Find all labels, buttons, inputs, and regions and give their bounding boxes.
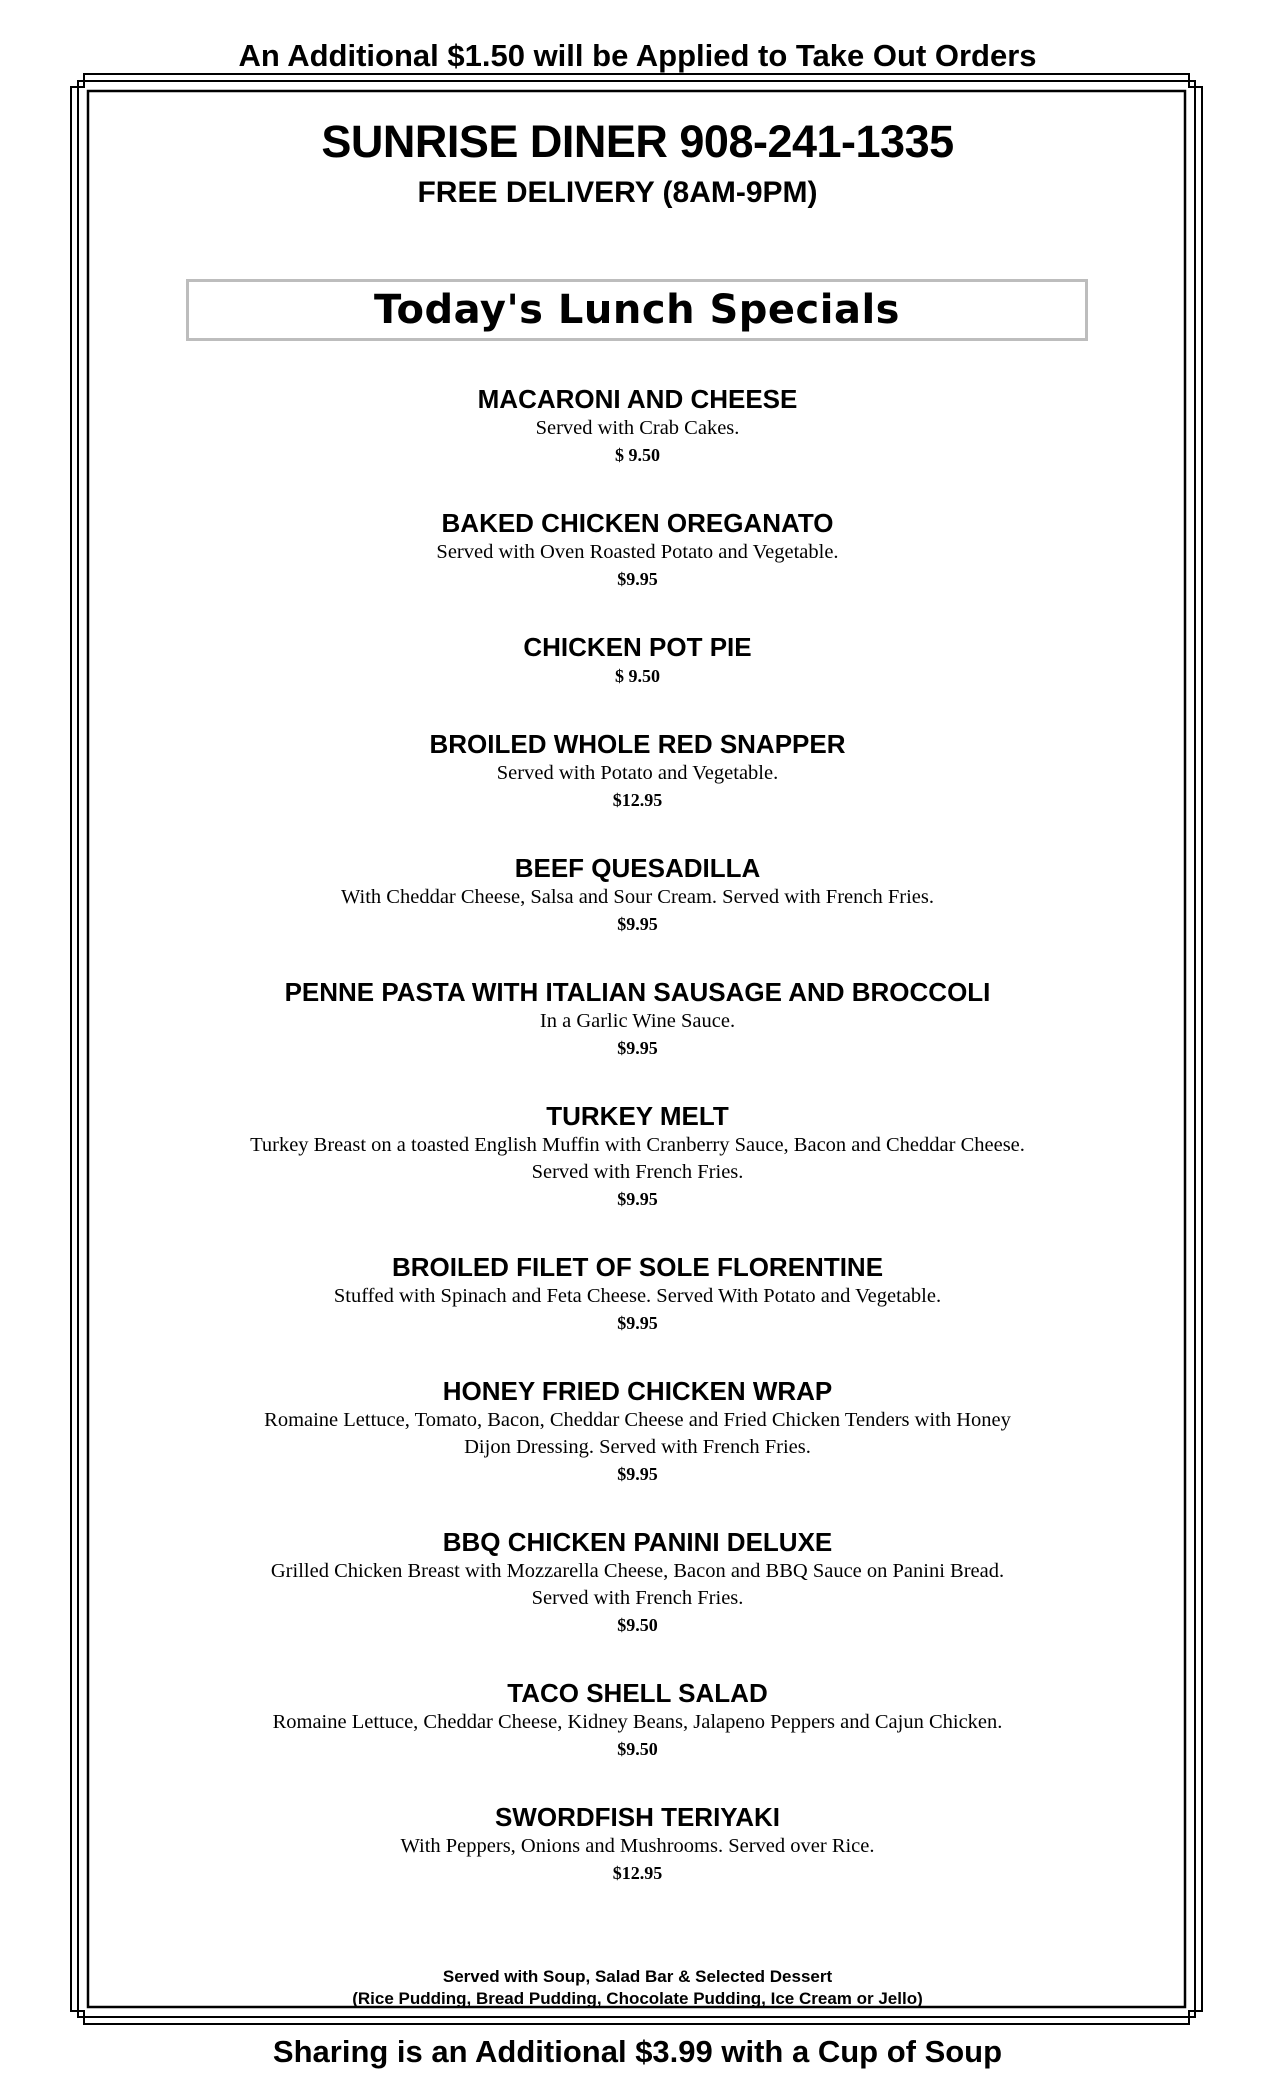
item-description: Served with Oven Roasted Potato and Vegetable. [436,541,839,563]
sharing-note: Sharing is an Additional $3.99 with a Cup of Soup [272,2034,1003,2069]
served-with-note [0,1966,1275,2010]
item-name: BROILED FILET OF SOLE FLORENTINE [391,1252,884,1282]
menu-item [150,1251,1125,1375]
menu-item [150,1677,1125,1801]
item-price: $9.95 [617,1464,658,1484]
menu-item [150,631,1125,728]
menu-item [150,507,1125,631]
menu-item [150,852,1125,976]
menu-item [150,1375,1125,1526]
item-name: CHICKEN POT PIE [523,632,752,662]
item-description-line2: Dijon Dressing. Served with French Fries. [464,1436,811,1458]
item-description: Served with Potato and Vegetable. [496,762,779,784]
item-price: $12.95 [612,790,663,810]
item-price: $9.95 [617,569,658,589]
menu-list [150,383,1125,1925]
delivery-info [0,176,1275,210]
item-name: BEEF QUESADILLA [514,853,761,883]
item-price: $9.95 [617,1189,658,1209]
item-price: $9.95 [617,914,658,934]
item-description-line2: Served with French Fries. [531,1161,744,1183]
dessert-options-line: (Rice Pudding, Bread Pudding, Chocolate Pudding, Ice Cream or Jello) [352,1989,923,2008]
item-name: TURKEY MELT [546,1101,729,1131]
menu-item [150,383,1125,507]
menu-item [150,1801,1125,1925]
specials-title-box [186,279,1088,341]
item-description: In a Garlic Wine Sauce. [539,1010,736,1032]
item-description: Romaine Lettuce, Cheddar Cheese, Kidney Beans, Jalapeno Peppers and Cajun Chicken. [272,1711,1003,1733]
item-name: BBQ CHICKEN PANINI DELUXE [442,1527,833,1557]
menu-item [150,1526,1125,1677]
specials-title: Today's Lunch Specials [374,287,900,333]
item-price: $12.95 [612,1863,663,1883]
menu-item [150,976,1125,1100]
item-description-line2: Served with French Fries. [531,1587,744,1609]
diner-name-phone: SUNRISE DINER 908-241-1335 [321,116,954,167]
menu-item [150,1100,1125,1251]
item-price: $ 9.50 [615,666,660,686]
item-description: Grilled Chicken Breast with Mozzarella Cheese, Bacon and BBQ Sauce on Panini Bread. [270,1560,1005,1582]
item-price: $9.95 [617,1038,658,1058]
item-price: $ 9.50 [615,445,660,465]
item-description: With Cheddar Cheese, Salsa and Sour Cream. Served with French Fries. [341,886,934,908]
item-price: $9.50 [617,1739,658,1759]
item-name: MACARONI AND CHEESE [477,384,798,414]
item-price: $9.50 [617,1615,658,1635]
item-price: $9.95 [617,1313,658,1333]
item-description: Stuffed with Spinach and Feta Cheese. Served With Potato and Vegetable. [333,1285,942,1307]
item-name: HONEY FRIED CHICKEN WRAP [442,1376,833,1406]
item-description: Turkey Breast on a toasted English Muffin with Cranberry Sauce, Bacon and Cheddar Cheese. [250,1134,1025,1156]
item-description: With Peppers, Onions and Mushrooms. Served over Rice. [400,1835,875,1857]
item-name: PENNE PASTA WITH ITALIAN SAUSAGE AND BROCCOLI [284,977,991,1007]
item-name: BAKED CHICKEN OREGANATO [441,508,834,538]
take-out-note: An Additional $1.50 will be Applied to Take Out Orders [238,38,1037,73]
item-name: SWORDFISH TERIYAKI [494,1802,781,1832]
item-description: Served with Crab Cakes. [535,417,740,439]
item-name: TACO SHELL SALAD [507,1678,768,1708]
item-description: Romaine Lettuce, Tomato, Bacon, Cheddar Cheese and Fried Chicken Tenders with Honey [264,1409,1011,1431]
delivery-text: FREE DELIVERY (8AM-9PM) [417,176,818,209]
menu-item [150,728,1125,852]
item-name: BROILED WHOLE RED SNAPPER [429,729,846,759]
served-with-line: Served with Soup, Salad Bar & Selected Dessert [442,1967,833,1986]
